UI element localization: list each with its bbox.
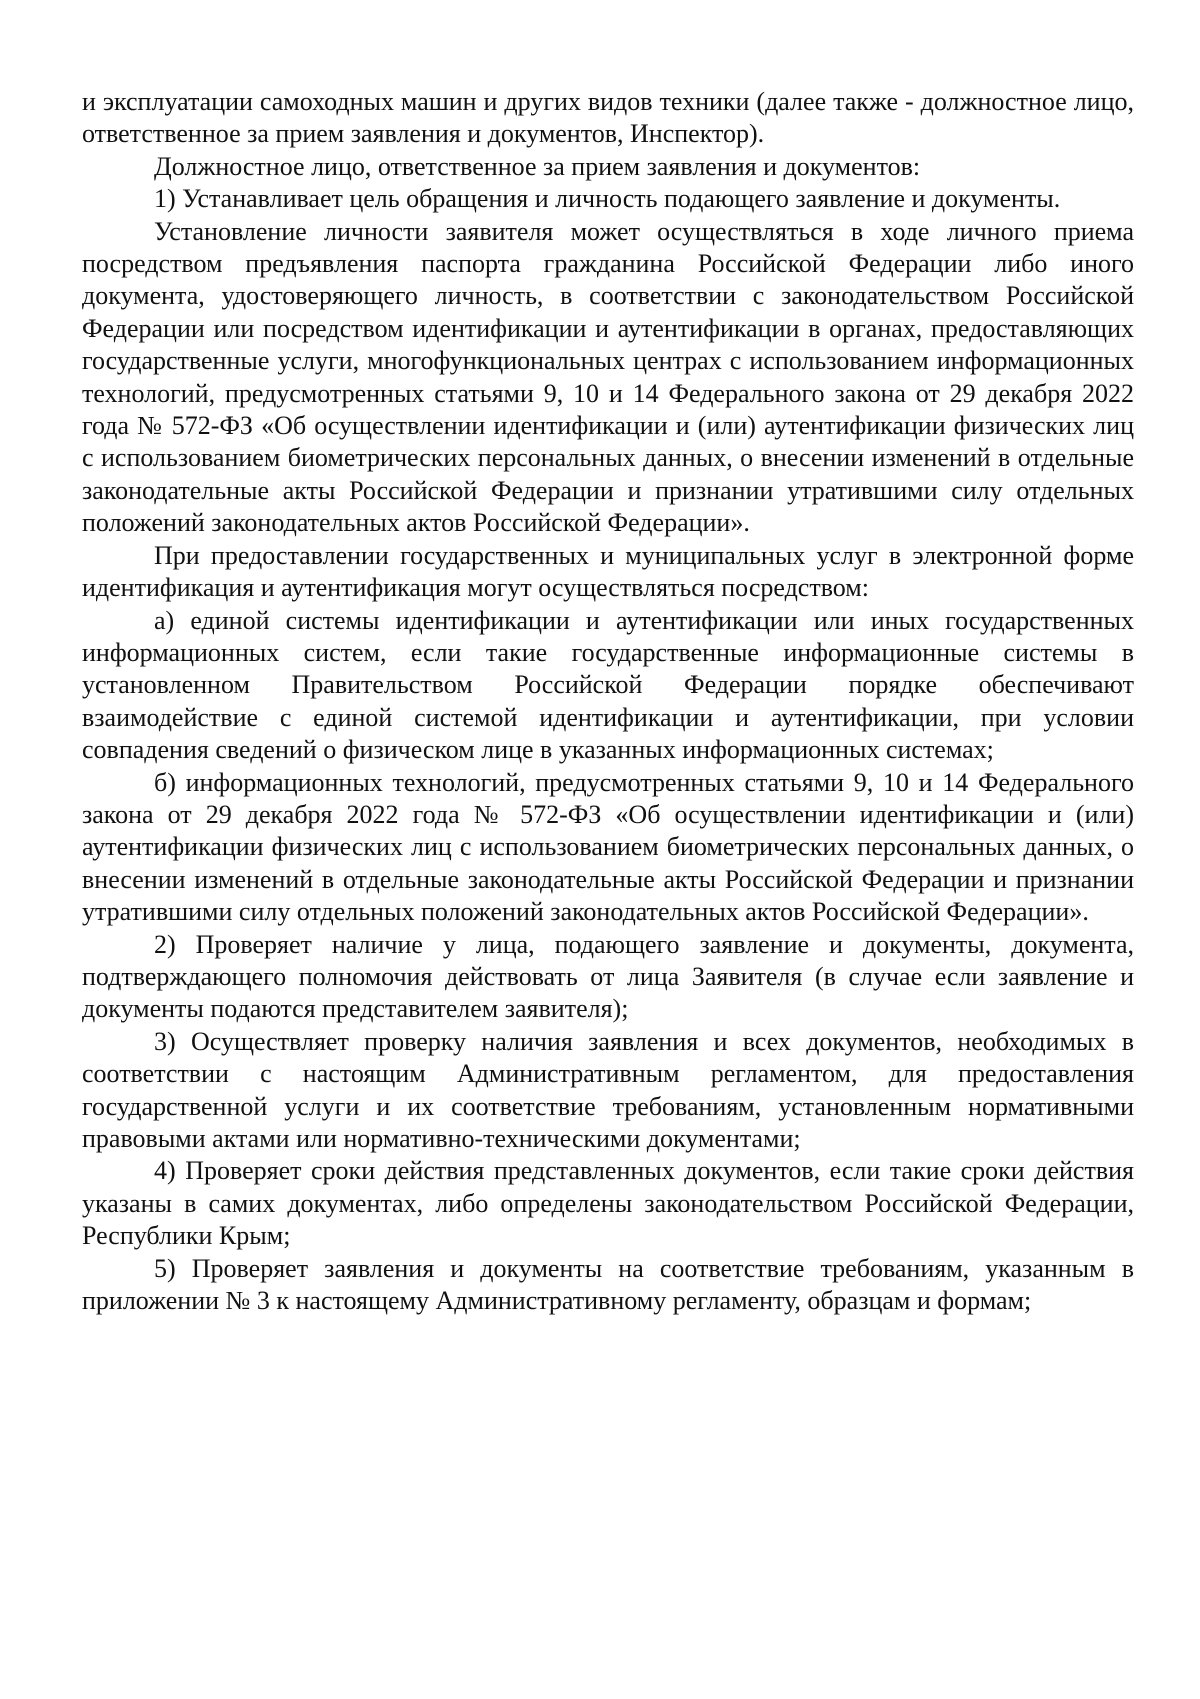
paragraph-item-4: 4) Проверяет сроки действия представленных документов, если такие сроки действия указаны в самих документах, либо определены законодательством Российской Федерации, Республики Крым; xyxy=(82,1156,1134,1251)
paragraph-official-duties: Должностное лицо, ответственное за прием заявления и документов: xyxy=(154,151,921,181)
paragraph-item-2: 2) Проверяет наличие у лица, подающего заявление и документы, документа, подтверждающего полномочия действовать от лица Заявителя (в случае если заявление и документы подаются представителем заявителя); xyxy=(82,929,1134,1024)
paragraph-subitem-b: б) информационных технологий, предусмотренных статьями 9, 10 и 14 Федерального закона от 29 декабря 2022 года № 572-ФЗ «Об осуществлении идентификации и (или) аутентификации физических лиц с использованием биометрических персональных данных, о внесении изменений в отдельные законодательные акты Российской Федерации и признании утратившими силу отдельных положений законодательных актов Российской Федерации». xyxy=(82,767,1134,927)
paragraph-item-1: 1) Устанавливает цель обращения и личность подающего заявление и документы. xyxy=(154,184,1061,214)
paragraph-electronic-services: При предоставлении государственных и муниципальных услуг в электронной форме идентификация и аутентификация могут осуществляться посредством: xyxy=(82,540,1134,603)
paragraph-continuation: и эксплуатации самоходных машин и других видов техники (далее также - должностное лицо, ответственное за прием заявления и документов, Инспектор). xyxy=(82,87,1134,149)
paragraph-subitem-a: а) единой системы идентификации и аутентификации или иных государственных информационных систем, если такие государственные информационные системы в установленном Правительством Российской Федерации порядке обеспечивают взаимодействие с единой системой идентификации и аутентификации, при условии совпадения сведений о физическом лице в указанных информационных системах; xyxy=(82,605,1134,765)
paragraph-identity-verification: Установление личности заявителя может осуществляться в ходе личного приема посредством предъявления паспорта гражданина Российской Федерации либо иного документа, удостоверяющего личность, в соответствии с законодательством Российской Федерации или посредством идентификации и аутентификации в органах, предоставляющих государственные услуги, многофункциональных центрах с использованием информационных технологий, предусмотренных статьями 9, 10 и 14 Федерального закона от 29 декабря 2022 года № 572-ФЗ «Об осуществлении идентификации и (или) аутентификации физических лиц с использованием биометрических персональных данных, о внесении изменений в отдельные законодательные акты Российской Федерации и признании утратившими силу отдельных положений законодательных актов Российской Федерации». xyxy=(82,216,1134,538)
document-page xyxy=(82,86,1134,1317)
paragraph-item-5: 5) Проверяет заявления и документы на соответствие требованиям, указанным в приложении № 3 к настоящему Административному регламенту, образцам и формам; xyxy=(82,1253,1134,1316)
paragraph-item-3: 3) Осуществляет проверку наличия заявления и всех документов, необходимых в соответствии с настоящим Административным регламентом, для предоставления государственной услуги и их соответствие требованиям, установленным нормативными правовыми актами или нормативно-техническими документами; xyxy=(82,1026,1134,1153)
